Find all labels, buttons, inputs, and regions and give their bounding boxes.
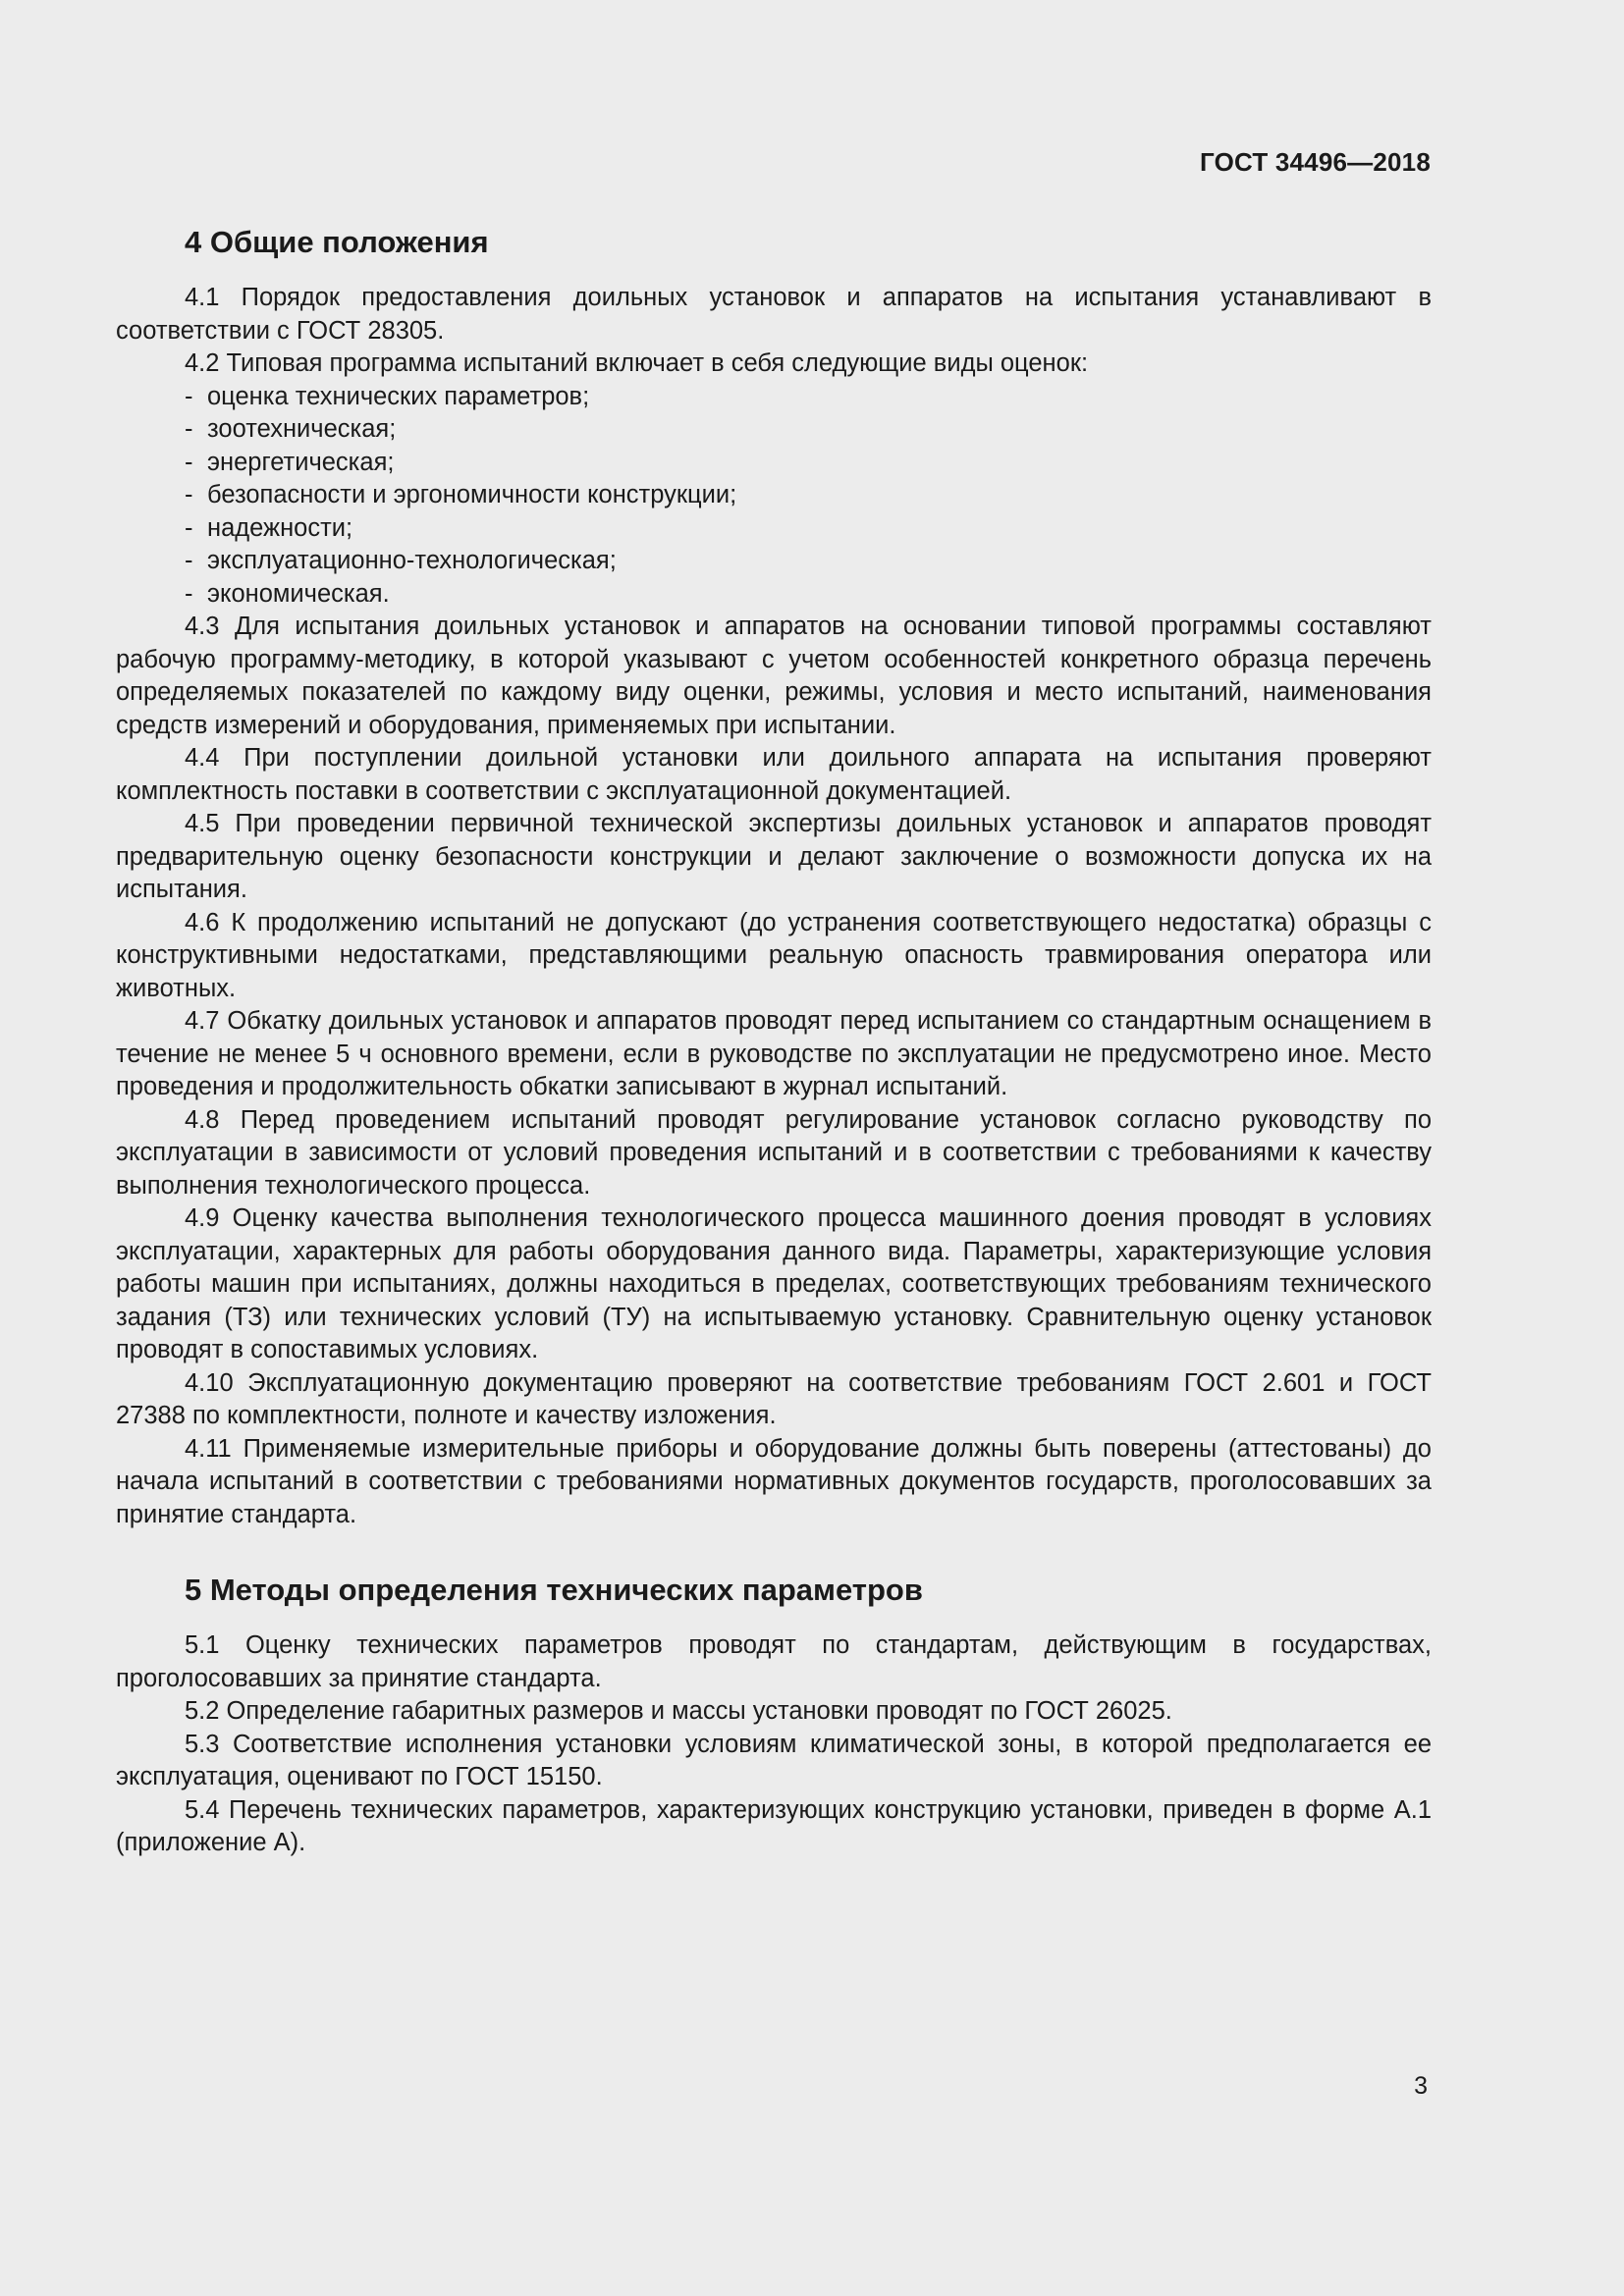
list-item-text: зоотехническая; xyxy=(207,415,397,443)
section-4 xyxy=(116,221,1432,1531)
evaluation-types-list xyxy=(116,381,1432,612)
list-item-text: оценка технических параметров; xyxy=(207,382,590,410)
section-5 xyxy=(116,1569,1432,1860)
list-item xyxy=(185,447,1432,480)
list-item-text: эксплуатационно-технологическая; xyxy=(207,547,617,574)
paragraph-4-9: 4.9 Оценку качества выполнения технологического процесса машинного доения проводят в условиях эксплуатации, характерных для работы оборудования данного вида. Параметры, характеризующие условия работы машин при испытаниях, должны находиться в пределах, соответствующих требованиям технического задания (ТЗ) или технических условий (ТУ) на испытываемую установку. Сравнительную оценку установок проводят в сопоставимых условиях. xyxy=(116,1204,1432,1363)
dash-marker: - xyxy=(185,448,193,476)
paragraph-4-1: 4.1 Порядок предоставления доильных установок и аппаратов на испытания устанавливают в соответствии с ГОСТ 28305. xyxy=(116,284,1432,345)
section-4-title: 4 Общие положения xyxy=(185,225,489,259)
document-header: ГОСТ 34496—2018 xyxy=(1200,147,1431,177)
paragraph-4-11: 4.11 Применяемые измерительные приборы и оборудование должны быть поверены (аттестованы) до начала испытаний в соответствии с требованиями нормативных документов государств, проголосовавших за принятие стандарта. xyxy=(116,1434,1432,1528)
paragraph-4-5: 4.5 При проведении первичной технической экспертизы доильных установок и аппаратов проводят предварительную оценку безопасности конструкции и делают заключение о возможности допуска их на испытания. xyxy=(116,810,1432,903)
paragraph-5-2: 5.2 Определение габаритных размеров и массы установки проводят по ГОСТ 26025. xyxy=(185,1697,1172,1725)
list-item-text: надежности; xyxy=(207,513,353,542)
list-item xyxy=(185,413,1432,447)
paragraph-4-4: 4.4 При поступлении доильной установки или доильного аппарата на испытания проверяют комплектность поставки в соответствии с эксплуатационной документацией. xyxy=(116,744,1432,805)
page-number: 3 xyxy=(1414,2072,1428,2100)
dash-marker: - xyxy=(185,547,193,574)
list-item xyxy=(185,512,1432,546)
list-item xyxy=(185,578,1432,612)
dash-marker: - xyxy=(185,481,193,508)
paragraph-4-7: 4.7 Обкатку доильных установок и аппаратов проводят перед испытанием со стандартным оснащением в течение не менее 5 ч основного времени, если в руководстве по эксплуатации не предусмотрено иное. Место проведения и продолжительность обкатки записывают в журнал испытаний. xyxy=(116,1007,1432,1100)
dash-marker: - xyxy=(185,415,193,443)
document-body xyxy=(116,221,1432,1860)
paragraph-5-1: 5.1 Оценку технических параметров проводят по стандартам, действующим в государствах, проголосовавших за принятие стандарта. xyxy=(116,1631,1432,1692)
paragraph-4-8: 4.8 Перед проведением испытаний проводят регулирование установок согласно руководству по эксплуатации в зависимости от условий проведения испытаний и в соответствии с требованиями к качеству выполнения технологического процесса. xyxy=(116,1105,1432,1200)
paragraph-5-4: 5.4 Перечень технических параметров, характеризующих конструкцию установки, приведен в форме А.1 (приложение А). xyxy=(116,1795,1432,1856)
list-item-text: экономическая. xyxy=(207,579,390,608)
section-5-title: 5 Методы определения технических параметров xyxy=(185,1573,923,1607)
dash-marker: - xyxy=(185,382,193,410)
list-item-text: безопасности и эргономичности конструкции; xyxy=(207,481,737,508)
paragraph-4-2: 4.2 Типовая программа испытаний включает в себя следующие виды оценок: xyxy=(185,349,1089,377)
dash-marker: - xyxy=(185,579,193,608)
list-item xyxy=(185,545,1432,578)
paragraph-4-6: 4.6 К продолжению испытаний не допускают (до устранения соответствующего недостатка) образцы с конструктивными недостатками, представляющими реальную опасность травмирования оператора или животных. xyxy=(116,908,1432,1002)
list-item-text: энергетическая; xyxy=(207,448,395,476)
paragraph-5-3: 5.3 Соответствие исполнения установки условиям климатической зоны, в которой предполагается ее эксплуатация, оценивают по ГОСТ 15150. xyxy=(116,1730,1432,1790)
dash-marker: - xyxy=(185,513,193,542)
list-item xyxy=(185,479,1432,512)
paragraph-4-10: 4.10 Эксплуатационную документацию проверяют на соответствие требованиям ГОСТ 2.601 и ГОСТ 27388 по комплектности, полноте и качеству изложения. xyxy=(116,1368,1432,1429)
paragraph-4-3: 4.3 Для испытания доильных установок и аппаратов на основании типовой программы составляют рабочую программу-методику, в которой указывают с учетом особенностей конкретного образца перечень определяемых показателей по каждому виду оценки, режимы, условия и место испытаний, наименования средств измерений и оборудования, применяемых при испытании. xyxy=(116,613,1432,739)
list-item xyxy=(185,381,1432,414)
